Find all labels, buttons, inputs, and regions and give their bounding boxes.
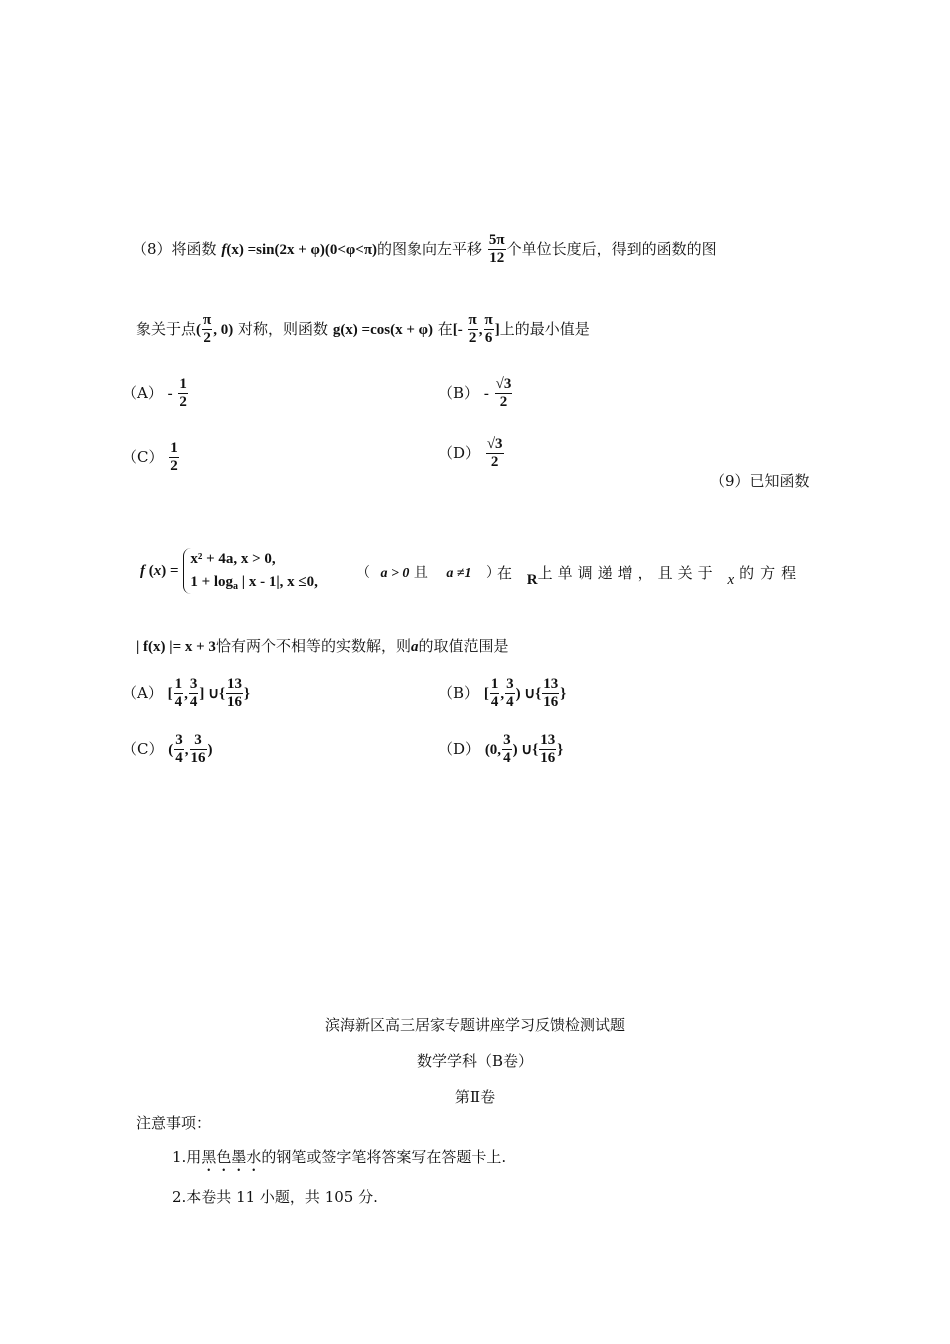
q8-option-d: （D） $\frac{√3}{2}$ (438, 436, 503, 471)
q8-interval-right: $\frac{\pi}{6}$ (484, 312, 493, 347)
q8-interval-left: $\frac{\pi}{2}$ (468, 312, 477, 347)
q8-option-a-fraction: $\frac{1}{2}$ (179, 376, 187, 411)
q9-condition: （ a > 0 且 a ≠1 ） (356, 565, 500, 581)
q9-option-d: （D） (0, $\frac{3}{4}$ ) ∪{ $\frac{13}{16}$ } (438, 732, 564, 767)
q8-f: f (221, 241, 227, 258)
exam-title: 滨海新区高三居家专题讲座学习反馈检测试题 (324, 1016, 625, 1034)
exam-volume: 第Ⅱ卷 (454, 1088, 496, 1106)
q8-number: （8） (132, 239, 172, 258)
q8-g-expr: g(x) =cos(x + φ) (332, 321, 433, 338)
q8-shift-fraction: $\frac{5\pi}{12}$ (488, 232, 505, 267)
q8-line2-b: 对称，则函数 (238, 319, 329, 338)
q9-line2: | f(x) |= x + 3恰有两个不相等的实数解，则a的取值范围是 (136, 637, 509, 655)
q8-point-rest: , 0) (213, 321, 234, 338)
q8-point-fraction: $\frac{\pi}{2}$ (203, 312, 212, 347)
q9-option-b: （B） [ $\frac{1}{4}$ , $\frac{3}{4}$ ) ∪{ $\frac{13}{16}$ } (438, 676, 567, 711)
q9-abs-expr: | f(x) |= x + 3 (136, 639, 216, 655)
q8-option-c-fraction: $\frac{1}{2}$ (170, 440, 178, 475)
note-2: 2.本卷共 11 小题，共 105 分. (172, 1188, 378, 1206)
q8-after-shift: 个单位长度后，得到的函数的图 (506, 239, 717, 258)
q8-lead: 将函数 (171, 239, 217, 258)
q8-option-b: （B） - $\frac{√3}{2}$ (438, 376, 512, 411)
q8-option-b-fraction: $\frac{√3}{2}$ (495, 376, 512, 411)
q8-shift-text: 的图象向左平移 (377, 239, 483, 258)
q8-equation: (x) =sin(2x + φ)(0<φ<π) (226, 241, 378, 258)
q9-option-c: （C） ( $\frac{3}{4}$ , $\frac{3}{16}$ ) (122, 732, 213, 767)
q8-line2-c: 在 (437, 319, 453, 338)
q8-line2-d: 上的最小值是 (499, 319, 590, 338)
q8-line2: 象关于点( $\frac{\pi}{2}$ , 0) 对称，则函数 g(x) =cos(x + φ) 在[- $\frac{\pi}{2}$ , $\frac{\pi}{6}$ ]上的最小值是 (136, 312, 590, 347)
q8-line2-a: 象关于点 (136, 319, 197, 338)
notes-heading: 注意事项： (136, 1114, 212, 1132)
q8-line1 (132, 232, 717, 268)
exam-subject: 数学学科（B卷） (416, 1052, 534, 1070)
q9-case1: x² + 4a, x > 0, (190, 551, 276, 567)
q9-cases (183, 548, 318, 594)
note-1-emphasis: 黑色墨水 (201, 1148, 262, 1166)
q9-number: （9）已知函数 (710, 472, 810, 490)
q8-option-d-fraction: $\frac{√3}{2}$ (486, 436, 503, 471)
q9-piecewise: f (x) = x² + 4a, x > 0, $1 + \log_a$ | x - 1|, x ≤0, (140, 548, 318, 594)
q9-case2: $1 + \log_a$ | x - 1|, x ≤0, (190, 573, 318, 592)
q9-option-a: （A） [ $\frac{1}{4}$ , $\frac{3}{4}$ ] ∪{ $\frac{13}{16}$ } (122, 676, 250, 711)
note-1: 1.用黑色墨水的钢笔或签字笔将答案写在答题卡上. (172, 1148, 507, 1166)
q8-option-c: （C） $\frac{1}{2}$ (122, 440, 178, 475)
q9-condition-rest: 在 R上单调递增，且关于 x的方程 (497, 564, 803, 588)
q8-option-a: （A） - $\frac{1}{2}$ (122, 376, 187, 411)
